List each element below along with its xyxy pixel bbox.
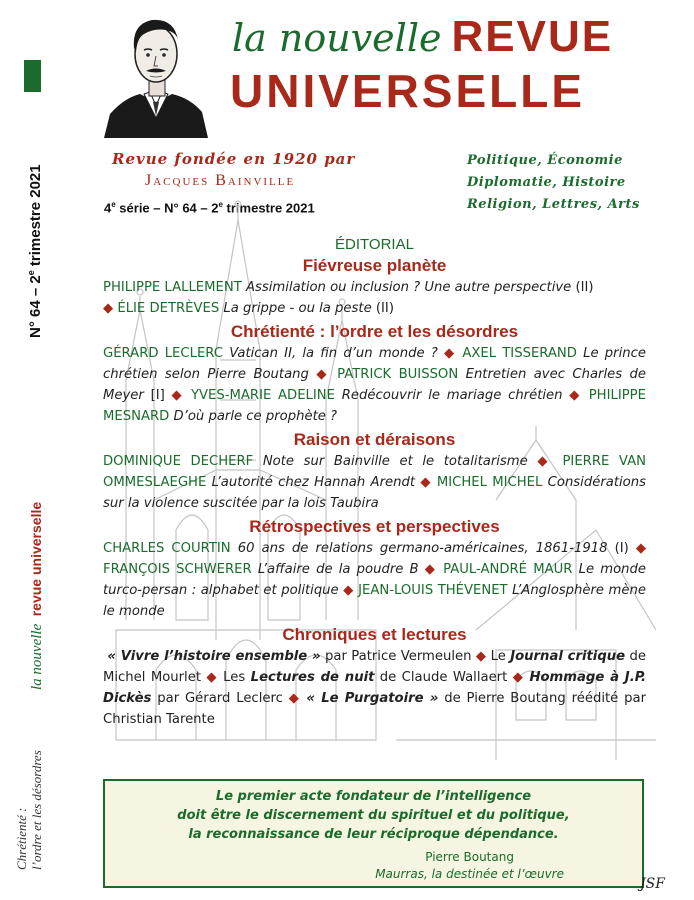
section-entries [103, 277, 646, 319]
section-entries [103, 343, 646, 427]
series-info: 4e série – N° 64 – 2e trimestre 2021 [104, 200, 315, 216]
topic-item: Diplomatie, Histoire [467, 175, 626, 190]
diamond-separator: ◆ [171, 388, 185, 403]
article-author: ÉLIE DETRÈVES [117, 301, 220, 316]
diamond-separator: ◆ [635, 541, 646, 556]
spine-color-bar [24, 60, 41, 92]
article-author: PHILIPPE MESNARD [103, 388, 646, 424]
article-note: (II) [371, 301, 394, 316]
founded-line: Revue fondée en 1920 par [112, 150, 356, 168]
diamond-separator: ◆ [569, 388, 582, 403]
diamond-separator: ◆ [206, 670, 218, 685]
article-title: Note sur Bainville et le totalitarisme [262, 454, 528, 469]
section-title: Raison et déraisons [293, 430, 456, 449]
topic-item: Politique, Économie [467, 153, 623, 168]
article-author: MICHEL MICHEL [436, 475, 543, 490]
article-title: Considérations sur la violence suscitée par la lois Taubira [103, 475, 646, 511]
diamond-separator: ◆ [420, 475, 432, 490]
article-author: DOMINIQUE DECHERF [103, 454, 254, 469]
article-title: L’Anglosphère mène le monde [103, 583, 646, 619]
article-title: Redécouvrir le mariage chrétien [341, 388, 563, 403]
quote-attribution [375, 849, 564, 883]
masthead-universelle: UNIVERSELLE [230, 65, 586, 117]
article-title: Vatican II, la fin d’un monde ? [229, 346, 438, 361]
article-note: (II) [571, 280, 594, 295]
article-note: (I) [607, 541, 629, 556]
diamond-separator: ◆ [316, 367, 330, 382]
article-author: YVES-MARIE ADELINE [190, 388, 335, 403]
quote-box [103, 779, 644, 888]
spine-issue-number: N° 64 – 2e trimestre 2021 [26, 164, 44, 338]
section-entries [103, 451, 646, 514]
designer-credit: JSF [640, 876, 665, 892]
chronicle-title: Hommage à J.P. Dickès [103, 670, 646, 706]
section-title: Chrétienté : l’ordre et les désordres [230, 322, 519, 341]
quote-source: Maurras, la destinée et l’œuvre [375, 867, 564, 881]
diamond-separator: ◆ [443, 346, 457, 361]
diamond-separator: ◆ [475, 649, 487, 664]
article-author: PAUL-ANDRÉ MAUR [443, 562, 573, 577]
topic-item: Religion, Lettres, Arts [467, 197, 640, 212]
spine-theme: Chrétienté : l’ordre et les désordres [14, 750, 44, 870]
chronicle-title: Journal critique [510, 649, 626, 664]
article-title: 60 ans de relations germano-américaines, 1861-1918 [237, 541, 608, 556]
article-title: Assimilation ou inclusion ? Une autre perspective [245, 280, 572, 295]
article-title: D’où parle ce prophète ? [173, 409, 338, 424]
article-title: L’autorité chez Hannah Arendt [211, 475, 416, 490]
section-title: Chroniques et lectures [282, 625, 467, 644]
article-author: AXEL TISSERAND [462, 346, 577, 361]
section-title: Fiévreuse planète [302, 256, 447, 275]
section-entries [103, 538, 646, 622]
diamond-separator: ◆ [512, 670, 525, 685]
chroniques-entries: « Vivre l’histoire ensemble » par Patrice Vermeulen ◆ Le Journal critique de Michel Mourlet ◆ Les Lectures de nuit de Claude Wallaert ◆ Hommage à J.P. Dickès par Gérard Leclerc ◆ « Le Purgatoire » de Pierre Boutang réédité par Christian Tarente [103, 649, 646, 727]
quote-author-name: Pierre Boutang [425, 850, 514, 864]
article-title: La grippe - ou la peste [223, 301, 372, 316]
diamond-separator: ◆ [103, 301, 114, 316]
article-title: Le monde turco-persan : alphabet et politique [103, 562, 646, 598]
diamond-separator: ◆ [288, 691, 301, 706]
quote-text: Le premier acte fondateur de l’intelligence doit être le discernement du spirituel et du politique, la reconnaissance de leur réciproque dépendance. [177, 789, 570, 842]
article-title: Le prince chrétien selon Pierre Boutang [103, 346, 646, 382]
article-author: PIERRE VAN OMMESLAEGHE [103, 454, 646, 490]
article-author: CHARLES COURTIN [103, 541, 231, 556]
masthead-revue: REVUE [451, 12, 614, 61]
article-author: FRANÇOIS SCHWERER [103, 562, 252, 577]
diamond-separator: ◆ [424, 562, 437, 577]
section-title: Rétrospectives et perspectives [249, 517, 500, 536]
diamond-separator: ◆ [537, 454, 553, 469]
spine-title: la nouvelle revue universelle [28, 501, 45, 690]
article-author: JEAN-LOUIS THÉVENET [358, 583, 508, 598]
masthead-small: la nouvelle [232, 16, 442, 60]
masthead-line1 [232, 12, 613, 62]
portrait-illustration [104, 6, 208, 138]
article-title: L’affaire de la poudre B [257, 562, 419, 577]
article-note: [I] [143, 388, 165, 403]
article-author: PHILIPPE LALLEMENT [103, 280, 242, 295]
table-of-contents [103, 236, 646, 730]
chronicle-title: « Vivre l’histoire ensemble » [107, 649, 321, 664]
diamond-separator: ◆ [343, 583, 354, 598]
chronicle-title: « Le Purgatoire » [306, 691, 439, 706]
article-author: PATRICK BUISSON [337, 367, 459, 382]
article-title: Entretien avec Charles de Meyer [103, 367, 646, 403]
founder-name: Jacques Bainville [145, 172, 296, 189]
chronicle-title: Lectures de nuit [250, 670, 375, 685]
article-author: GÉRARD LECLERC [103, 346, 223, 361]
editorial-label: ÉDITORIAL [335, 236, 414, 253]
